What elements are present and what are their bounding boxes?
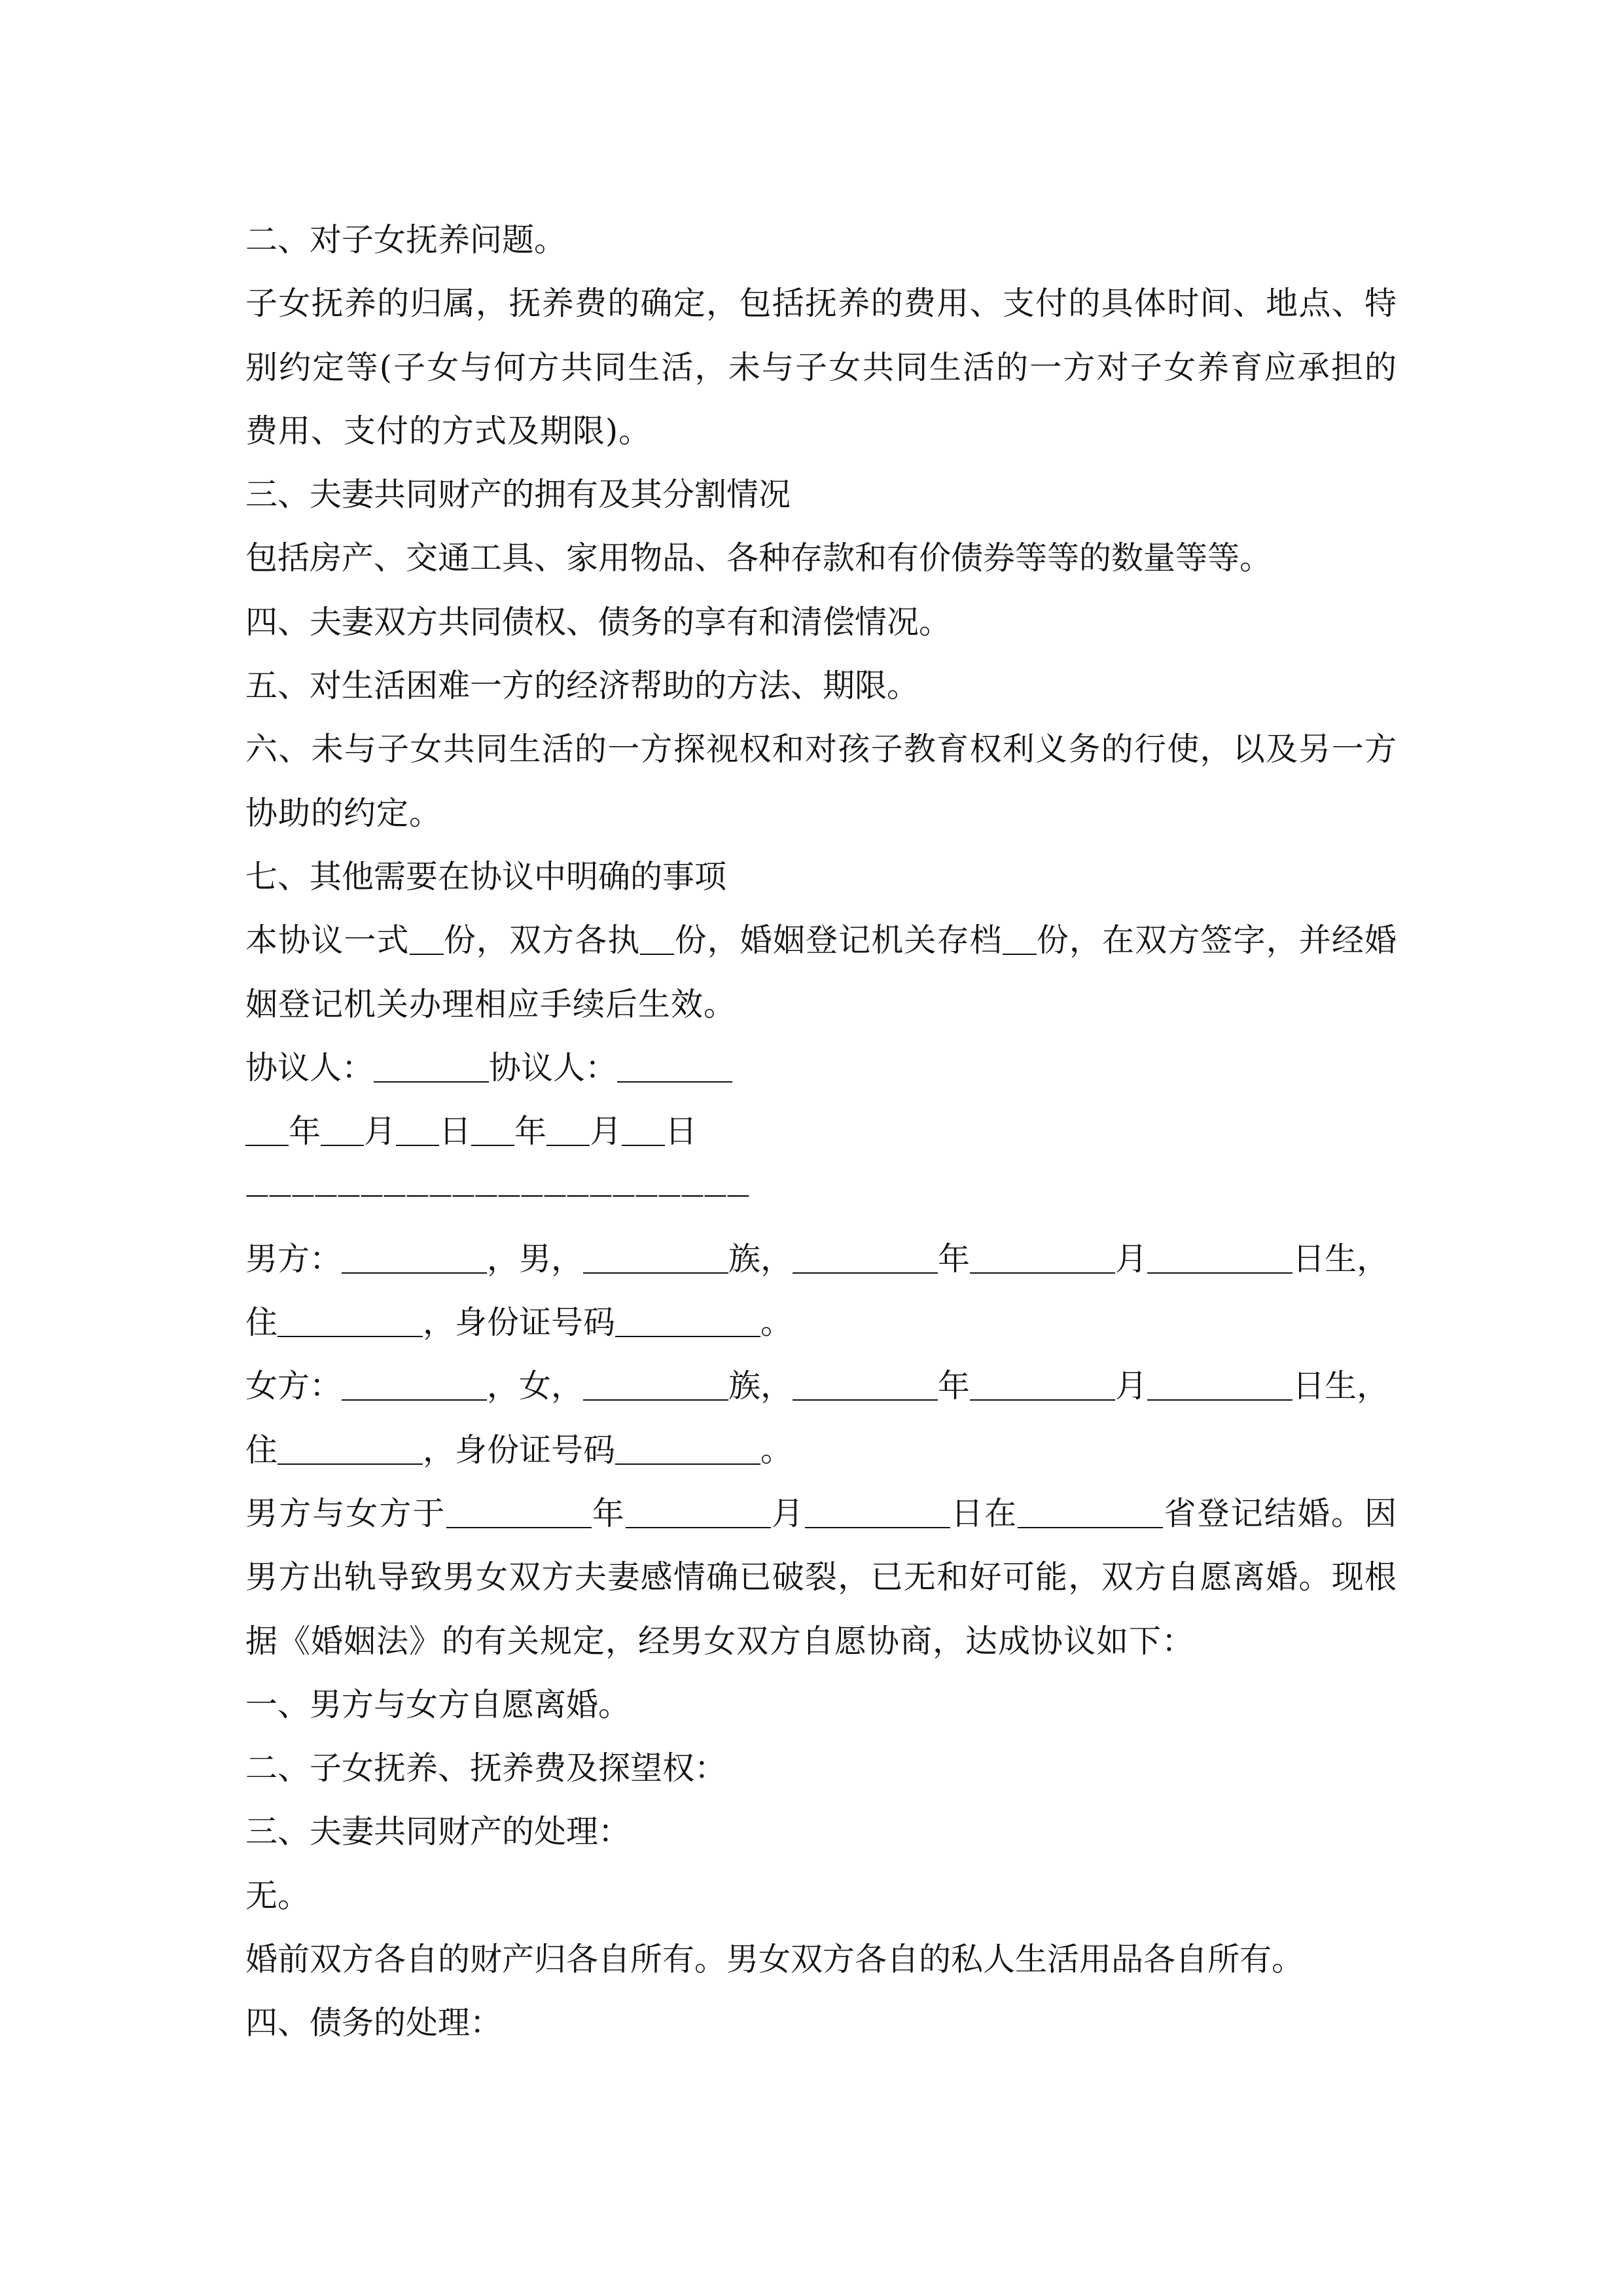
marriage-day-blank[interactable]	[805, 1501, 950, 1528]
male-birth-month-blank[interactable]	[970, 1246, 1115, 1274]
copies-archive-blank[interactable]	[1003, 927, 1037, 955]
heading-joint-property: 三、夫妻共同财产的拥有及其分割情况	[245, 476, 791, 514]
male-label: 男方：	[245, 1240, 342, 1278]
female-address-blank[interactable]	[277, 1437, 423, 1465]
clause-debts: 四、债务的处理：	[245, 2004, 503, 2042]
date-year-blank-2[interactable]	[471, 1119, 514, 1146]
clause-personal-property: 婚前双方各自的财产归各自所有。男女双方各自的私人生活用品各自所有。	[245, 1941, 1304, 1979]
marriage-text-1: 男方与女方于	[245, 1494, 446, 1532]
copies-text-2: 份，双方各执	[443, 922, 641, 960]
date-month-label-2: 月	[590, 1113, 622, 1151]
male-birth-day-blank[interactable]	[1147, 1246, 1293, 1274]
paragraph-visitation: 六、未与子女共同生活的一方探视权和对孩子教育权利义务的行使，以及另一方协助的约定。	[245, 730, 1397, 832]
male-name-blank[interactable]	[342, 1246, 487, 1274]
male-birth-year-blank[interactable]	[793, 1246, 938, 1274]
female-ethnic-label: 族，	[728, 1367, 793, 1405]
male-address-line	[245, 1291, 1397, 1354]
heading-child-custody: 二、对子女抚养问题。	[245, 221, 567, 259]
male-id-label: ，身份证号码	[423, 1304, 616, 1342]
male-month-label: 月	[1115, 1240, 1148, 1278]
male-gender: ，男，	[487, 1240, 584, 1278]
paragraph-marriage	[245, 1482, 1397, 1673]
date-month-label-1: 月	[364, 1113, 397, 1151]
female-birth-year-blank[interactable]	[793, 1373, 938, 1401]
heading-other-matters: 七、其他需要在协议中明确的事项	[245, 857, 727, 895]
copies-text-1: 本协议一式	[245, 922, 410, 960]
date-day-blank-1[interactable]	[396, 1119, 439, 1146]
female-name-blank[interactable]	[342, 1373, 487, 1401]
male-born-label: 日生，	[1293, 1240, 1389, 1278]
male-party-line	[245, 1227, 1397, 1291]
female-birth-day-blank[interactable]	[1147, 1373, 1293, 1401]
marriage-day-label: 日在	[950, 1494, 1018, 1532]
date-day-blank-2[interactable]	[622, 1119, 665, 1146]
copies-text-3: 份，婚姻登记机关存档	[674, 922, 1003, 960]
male-address-blank[interactable]	[277, 1310, 423, 1337]
date-year-blank-1[interactable]	[245, 1119, 289, 1146]
female-id-label: ，身份证号码	[423, 1431, 616, 1469]
date-month-blank-2[interactable]	[546, 1119, 590, 1146]
male-id-blank[interactable]	[615, 1310, 760, 1337]
female-born-label: 日生，	[1293, 1367, 1389, 1405]
heading-debts-credits: 四、夫妻双方共同债权、债务的享有和清偿情况。	[245, 603, 952, 641]
date-year-label-1: 年	[289, 1113, 321, 1151]
document-page	[245, 208, 1397, 2055]
signer-blank-2[interactable]	[617, 1055, 732, 1083]
male-live-label: 住	[245, 1304, 278, 1342]
section-separator: ——————————————————————	[245, 1181, 749, 1209]
male-ethnic-blank[interactable]	[583, 1246, 728, 1274]
paragraph-child-custody: 子女抚养的归属，抚养费的确定，包括抚养的费用、支付的具体时间、地点、特别约定等(子女与何方共同生活，未与子女共同生活的一方对子女养育应承担的费用、支付的方式及期限)。	[245, 285, 1397, 450]
male-year-label: 年	[938, 1240, 971, 1278]
female-label: 女方：	[245, 1367, 342, 1405]
signer-blank-1[interactable]	[374, 1055, 489, 1083]
male-ethnic-label: 族，	[728, 1240, 793, 1278]
signer-label-2: 协议人：	[489, 1049, 618, 1086]
marriage-year-blank[interactable]	[446, 1501, 592, 1528]
female-year-label: 年	[938, 1367, 971, 1405]
heading-financial-help: 五、对生活困难一方的经济帮助的方法、期限。	[245, 667, 919, 705]
signer-line	[245, 1036, 1397, 1100]
signature-date-line	[245, 1100, 1397, 1163]
paragraph-copies	[245, 908, 1397, 1036]
clause-child-support: 二、子女抚养、抚养费及探望权：	[245, 1749, 727, 1787]
male-end: 。	[760, 1304, 793, 1342]
female-month-label: 月	[1115, 1367, 1148, 1405]
female-ethnic-blank[interactable]	[583, 1373, 728, 1401]
clause-divorce: 一、男方与女方自愿离婚。	[245, 1685, 631, 1723]
marriage-province-blank[interactable]	[1018, 1501, 1163, 1528]
female-birth-month-blank[interactable]	[970, 1373, 1115, 1401]
marriage-month-label: 月	[770, 1494, 805, 1532]
copies-text-4: 份，在双方签字，并经婚姻登记机关办理相应手续后生效。	[245, 922, 1397, 1023]
female-id-blank[interactable]	[615, 1437, 760, 1465]
female-party-line	[245, 1354, 1397, 1418]
clause-property-none: 无。	[245, 1876, 310, 1914]
clause-property: 三、夫妻共同财产的处理：	[245, 1813, 631, 1851]
paragraph-joint-property: 包括房产、交通工具、家用物品、各种存款和有价债券等等的数量等等。	[245, 539, 1272, 577]
copies-total-blank[interactable]	[410, 927, 444, 955]
marriage-year-label: 年	[591, 1494, 626, 1532]
female-live-label: 住	[245, 1431, 278, 1469]
female-gender: ，女，	[487, 1367, 584, 1405]
date-day-label-2: 日	[665, 1113, 698, 1151]
date-day-label-1: 日	[439, 1113, 472, 1151]
signer-label-1: 协议人：	[245, 1049, 374, 1086]
date-year-label-2: 年	[514, 1113, 547, 1151]
date-month-blank-1[interactable]	[321, 1119, 364, 1146]
female-end: 。	[760, 1431, 793, 1469]
copies-each-blank[interactable]	[640, 927, 674, 955]
marriage-text-5: 省登记结婚。因男方出轨导致男女双方夫妻感情确已破裂，已无和好可能，双方自愿离婚。现根据《婚姻法》的有关规定，经男女双方自愿协商，达成协议如下：	[245, 1494, 1397, 1660]
female-address-line	[245, 1418, 1397, 1482]
marriage-month-blank[interactable]	[626, 1501, 771, 1528]
